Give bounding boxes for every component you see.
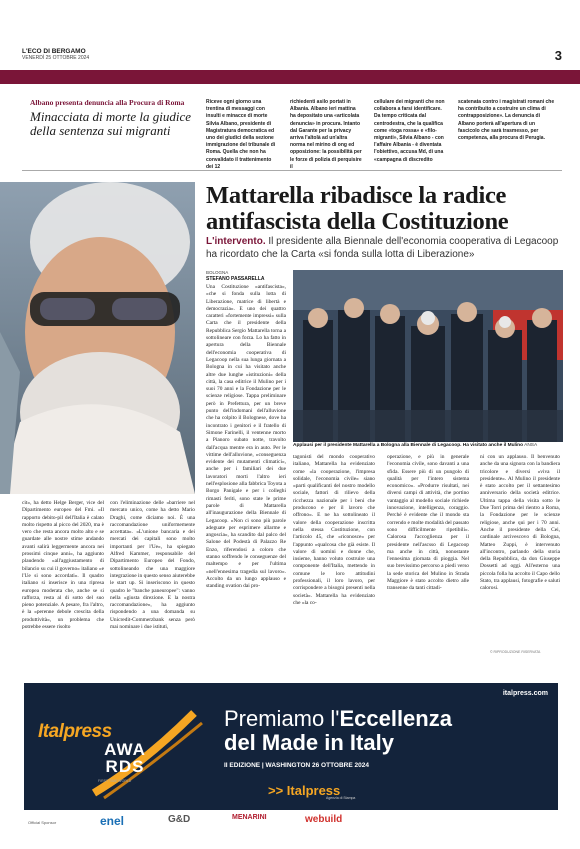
subhead-kicker: L'intervento. bbox=[206, 236, 266, 247]
masthead bbox=[22, 48, 562, 68]
ad-headline-line2: del Made in Italy bbox=[224, 730, 394, 755]
portrait-illustration bbox=[0, 182, 195, 494]
brief-column-4: scatenata contro i magistrati romani che ha contribuito a costruire un clima di contrapposizione». La denuncia di Albano porterà all'apertura di un fascicolo che sarà trasmesso, per competenza, alla procura di Perugia. bbox=[458, 99, 555, 142]
sponsor-menarini: MENARINI bbox=[232, 814, 267, 821]
ad-url[interactable]: italpress.com bbox=[502, 690, 548, 697]
economy-column-2: con l'eliminazione delle «barriere nel mercato unico, come ha detto Mario Draghi, come diciamo noi. È una raccomandazione uniformemente accettata». «L'unione bancaria e dei mercati dei capitali sono molto importanti per l'Ue», ha spiegato Alfred Kammer, responsabile del Dipartimento Europeo del Fondo, sottolineando che una maggiore integrazione in questo senso aiuterebbe le start up. Si inseriscono in questo quadro le "banche paneuropee": vanno nella «giusta direzione. E la nostra raccomandazione», ha aggiunto rispondendo a una domanda su Unicredit-Commerzbank senza però mai nominare i due istituti, bbox=[110, 500, 195, 631]
issue-date: VENERDÌ 25 OTTOBRE 2024 bbox=[22, 55, 90, 61]
section-bar bbox=[0, 70, 580, 84]
brief-column-2: richiedenti asilo portati in Albania. Albano ieri mattina ha depositato una «articolata denuncia» in procura. Intanto dal Garante per la privacy arriva l'altolà ad un'altra norma nel mirino di ong ed opposizione: la possibilità per le forze di polizia di perquisire il bbox=[290, 99, 362, 170]
article-column-1: Una Costituzione «antifascista», «che si fonda sulla lotta di Liberazione, matrice di libertà e democrazia». E uno dei quattro caratteri «fortemente impressi» sulla Carta che il presidente della Repubblica Sergio Mattarella torna a sottolineare con forza. Lo ha fatto in apertura della Biennale dell'economia cooperativa di Legacoop nella sua lunga giornata a Bologna in cui ha visitato anche altre due lunghe «istituzioni» della città, la casa editrice il Mulino per i suoi 70 anni e la Fondazione per le scienze religiose. Tappa preliminare però in Prefettura, per un breve punto dell'indomani dell'alluvione che ha colpito il Bolognese, dove ha incontrato i genitori e il fratello di Simone Farinelli, il ventenne morto a Pianoro subato notte, travolto dall'acqua mentre era in auto. Per le vittime dell'alluvione, «conseguenza evidente dei mutamenti climatici», anche per i familiari dei due lavoratori morti l'altro ieri nell'esplosione alla fabbrica Toyota a Borgo Panigale e per i colleghi rimasti feriti, sono state le prime parole di Mattarella all'inaugurazione della Biennale di Legacoop. «Non ci sono più parole adeguate per esprimere allarme e angoscia», ha scandito dal palco del Salone del Podestà di Palazzo Re Enzo, riferendosi a coloro che stanno soffrendo le conseguenze del maltempo e per l'ultima «nell'ennesima tragedia sul lavoro». Accolto da un lungo applauso e standing ovation dai pro- bbox=[206, 284, 286, 590]
brief-kicker: Albano presenta denuncia alla Procura di Roma bbox=[30, 98, 185, 107]
byline bbox=[206, 270, 265, 282]
caption-credit: ANSA bbox=[524, 443, 538, 448]
ad-edition: II EDIZIONE | WASHINGTON 26 OTTOBRE 2024 bbox=[224, 762, 369, 769]
brief-column-3: cellulare dei migranti che non collabora a farsi identificare. Da tempo criticata dal centrodestra, che la qualifica come «toga rossa» e «filo-migranti», Silvia Albano - con l'affaire Albania - è diventata l'obiettivo, accusa Md, di una «campagna di discredito bbox=[374, 99, 445, 163]
sponsor-label: Official Sponsor bbox=[28, 820, 57, 825]
ad-logo-tag: FIRST TIME WORLD bbox=[98, 779, 132, 783]
ad-brand-sub: Agenzia di Stampa bbox=[326, 796, 356, 800]
article-column-4: ni con un applauso. Il benvenuto anche da una signora con la bandiera tricolore e diversi «viva il presidente». Al Mulino il presidente è stato accolto per il settantesimo anniversario della società editrice. Ultima tappa della visita sotto le Due Torri prima del rientro a Roma, la Fondazione per le scienze religiose, anche qui per i 70 anni. Anche il presidente della Cei, cardinale arcivescovo di Bologna, Matteo Zuppi, è intervenuto all'incontro, parlando della storia della Repubblica, da don Giuseppe Dossetti ad oggi. All'esterno una piccola folla ha accolto il Capo dello Stato, tra applausi, fotografie e saluti calorosi. bbox=[480, 454, 560, 592]
photo-caption bbox=[293, 443, 563, 449]
main-photo bbox=[293, 270, 563, 442]
sponsor-webuild: webuild bbox=[305, 814, 343, 825]
copyright-note: © RIPRODUZIONE RISERVATA bbox=[490, 650, 541, 654]
ad-headline-light: Premiamo l' bbox=[224, 706, 340, 731]
byline-city: BOLOGNA bbox=[206, 270, 229, 275]
article-headline: Mattarella ribadisce la radice antifascista della Costituzione bbox=[206, 182, 509, 235]
ad-brand: >> Italpress bbox=[268, 783, 341, 798]
ad-headline-line1 bbox=[224, 707, 452, 731]
sponsor-enel: enel bbox=[100, 814, 125, 828]
ad-logo-bottom: AWA RDS bbox=[104, 740, 146, 776]
caption-text: Applausi per il presidente Mattarella a Bologna alla Biennale di Legacoop. Ha visitato anche il Mulino bbox=[293, 443, 524, 448]
publication-name: L'ECO DI BERGAMO bbox=[22, 48, 86, 55]
page-number: 3 bbox=[554, 48, 562, 63]
economy-column-1: cit», ha detto Helge Berger, vice del Dipartimento europeo del Fmi. «Il rapporto debito-pil dell'Italia è calato molto rispetto al picco del 2020, ma è vero che resta ancora molto alto e se guardate alle nostre stime andando avanti salirà leggermente ancora nei prossimi cinque anni», ha aggiunto plaudendo «all'aggiustamento di bilancio su cui il governo» italiano «e l'Ue si sono accordati». Il quadro italiano si inserisce in una ripresa europea moderata che, anche se si rafforza, resta al di sotto del suo pieno potenziale. A pesare, fra l'altro, è la «perenne debole crescita della produttività», un problema che potrebbe essere risolto bbox=[22, 500, 104, 631]
advertisement[interactable] bbox=[24, 683, 558, 810]
portrait-photo bbox=[0, 182, 195, 494]
article-subhead bbox=[206, 236, 560, 261]
brief-column-1: Riceve ogni giorno una trentina di messaggi con insulti e minacce di morte Silvia Albano, presidente di Magistratura democratica ed uno dei giudici della sezione immigrazione del tribunale di Roma. Quella che non ha convalidato il trattenimento dei 12 bbox=[206, 99, 276, 170]
sponsor-gd: G&D bbox=[168, 814, 191, 825]
divider bbox=[22, 170, 562, 171]
ad-logo-top: Italpress bbox=[38, 721, 112, 742]
byline-author: STEFANO PASSARELLA bbox=[206, 276, 265, 282]
subhead-text: Il presidente alla Biennale dell'economia cooperativa di Legacoop ha ricordato che la Carta «si fonda sulla lotta di Liberazione» bbox=[206, 236, 559, 260]
article-column-3: operazione, e più in generale l'economia civile, sono davanti a una sfida. Essere più di un pungolo di qualità per l'intero sistema economico». «Produrre risultati, nei diversi campi di attività, che portino vantaggio al modello sociale richiede innovazione, intelligenza, coraggio. Perché è evidente che il mondo sta correndo e molte modalità del passato sono difficilmente ripetibili». Calorosa l'accoglienza per il presidente nell'ascsso di Legacoop ma anche in città, nonostante l'ennesima giornata di pioggia. Nel suo brevissimo percorso a piedi verso la sede storica del Mulino in Strada Maggiore è stato accolto dietro alle transenne da tanti cittadi- bbox=[387, 454, 469, 592]
crowd-illustration bbox=[293, 270, 563, 442]
brief-title: Minacciata di morte la giudice della sentenza sui migranti bbox=[30, 109, 192, 138]
article-column-2: tagonisti del mondo cooperativo italiano, Mattarella ha evidenziato come «la cooperazione, l'impresa solidale, l'economia civile» siano «parti qualificanti del nostro modello sociale, fattori di rilievo della ricchezza nazionale per i beni che producono e per il lavoro che offrono». E ne ha sottolineato il valore della cooperazione inscritta nella stessa Costituzione, con l'articolo 45, che «riconosce» per l'appunto «qualcosa che già esiste. Il valore di uomini e donne che, insieme, hanno voluto costruire una componente dell'Italia, mettendo in comune le loro attitudini professionali, il loro lavoro, per corrispondere a bisogni presenti nella società». Mattarella ha evidenziato che «la co- bbox=[293, 454, 375, 606]
ad-headline-bold: Eccellenza bbox=[339, 706, 452, 731]
